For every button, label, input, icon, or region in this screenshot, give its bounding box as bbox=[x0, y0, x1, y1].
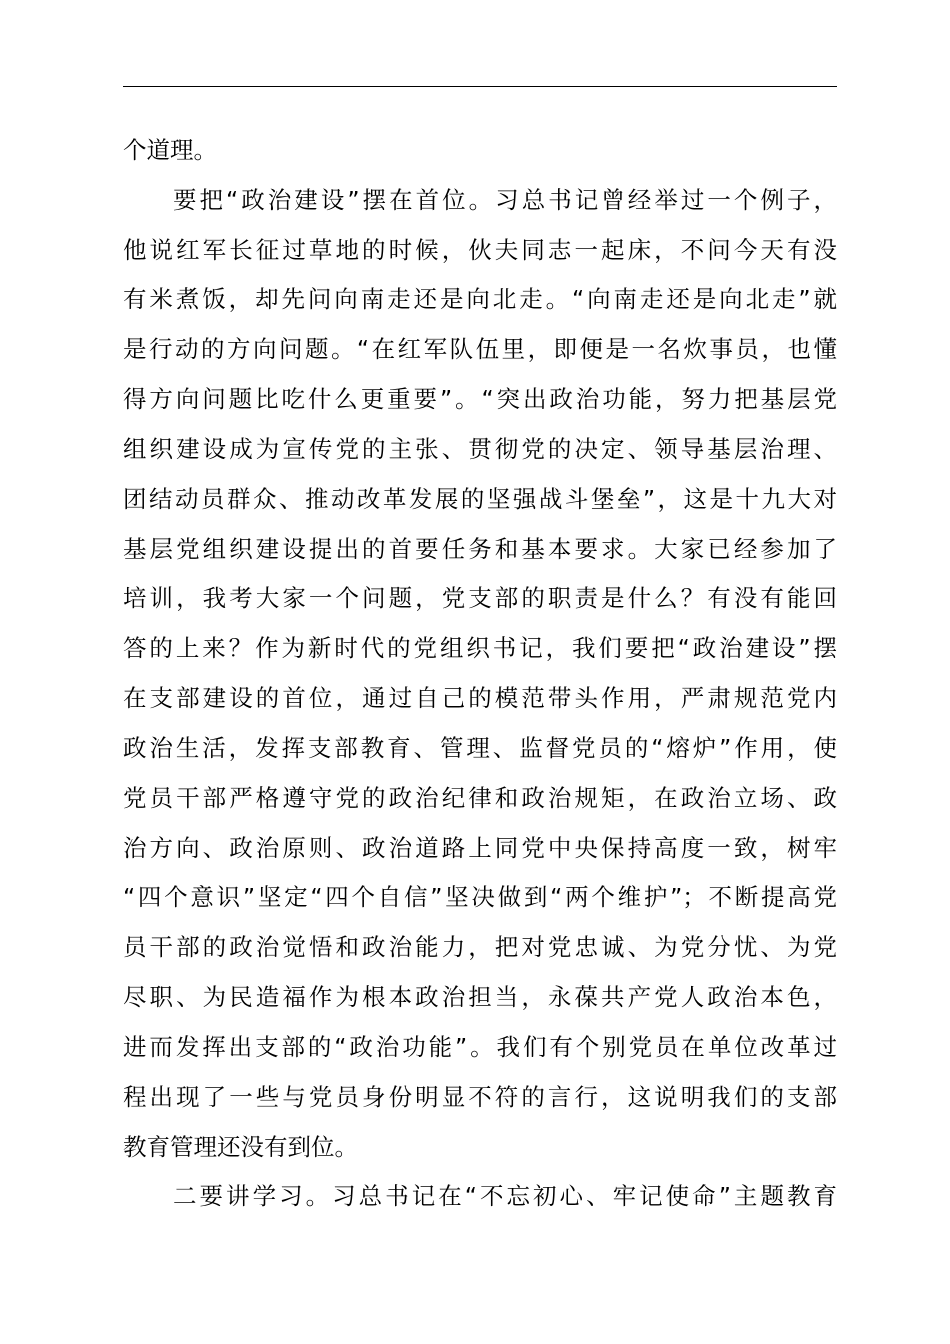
text-line: 是行动的方向问题。“在红军队伍里，即便是一名炊事员，也懂 bbox=[123, 335, 837, 363]
text-line: 教育管理还没有到位。 bbox=[123, 1133, 358, 1161]
text-line: “四个意识”坚定“四个自信”坚决做到“两个维护”；不断提高党 bbox=[123, 883, 837, 911]
text-line: 培训，我考大家一个问题，党支部的职责是什么？有没有能回 bbox=[123, 584, 837, 612]
text-line: 团结动员群众、推动改革发展的坚强战斗堡垒”，这是十九大对 bbox=[123, 485, 837, 513]
text-line: 政治生活，发挥支部教育、管理、监督党员的“熔炉”作用，使 bbox=[123, 734, 837, 762]
text-line: 有米煮饭，却先问向南走还是向北走。“向南走还是向北走”就 bbox=[123, 285, 837, 313]
text-line: 得方向问题比吃什么更重要”。“突出政治功能，努力把基层党 bbox=[123, 385, 837, 413]
text-line: 他说红军长征过草地的时候，伙夫同志一起床，不问今天有没 bbox=[123, 236, 837, 264]
text-line: 进而发挥出支部的“政治功能”。我们有个别党员在单位改革过 bbox=[123, 1033, 837, 1061]
text-line: 尽职、为民造福作为根本政治担当，永葆共产党人政治本色， bbox=[123, 983, 837, 1011]
text-line: 员干部的政治觉悟和政治能力，把对党忠诚、为党分忧、为党 bbox=[123, 933, 837, 961]
text-line: 党员干部严格遵守党的政治纪律和政治规矩，在政治立场、政 bbox=[123, 784, 837, 812]
header-rule bbox=[123, 86, 837, 87]
text-line: 基层党组织建设提出的首要任务和基本要求。大家已经参加了 bbox=[123, 535, 837, 563]
text-line: 治方向、政治原则、政治道路上同党中央保持高度一致，树牢 bbox=[123, 834, 837, 862]
text-line: 在支部建设的首位，通过自己的模范带头作用，严肃规范党内 bbox=[123, 684, 837, 712]
text-line: 组织建设成为宣传党的主张、贯彻党的决定、领导基层治理、 bbox=[123, 435, 837, 463]
text-line: 要把“政治建设”摆在首位。习总书记曾经举过一个例子， bbox=[173, 186, 837, 214]
text-line: 个道理。 bbox=[123, 136, 217, 164]
text-line: 答的上来？作为新时代的党组织书记，我们要把“政治建设”摆 bbox=[123, 634, 837, 662]
text-line: 二要讲学习。习总书记在“不忘初心、牢记使命”主题教育 bbox=[173, 1182, 837, 1210]
text-line: 程出现了一些与党员身份明显不符的言行，这说明我们的支部 bbox=[123, 1083, 837, 1111]
